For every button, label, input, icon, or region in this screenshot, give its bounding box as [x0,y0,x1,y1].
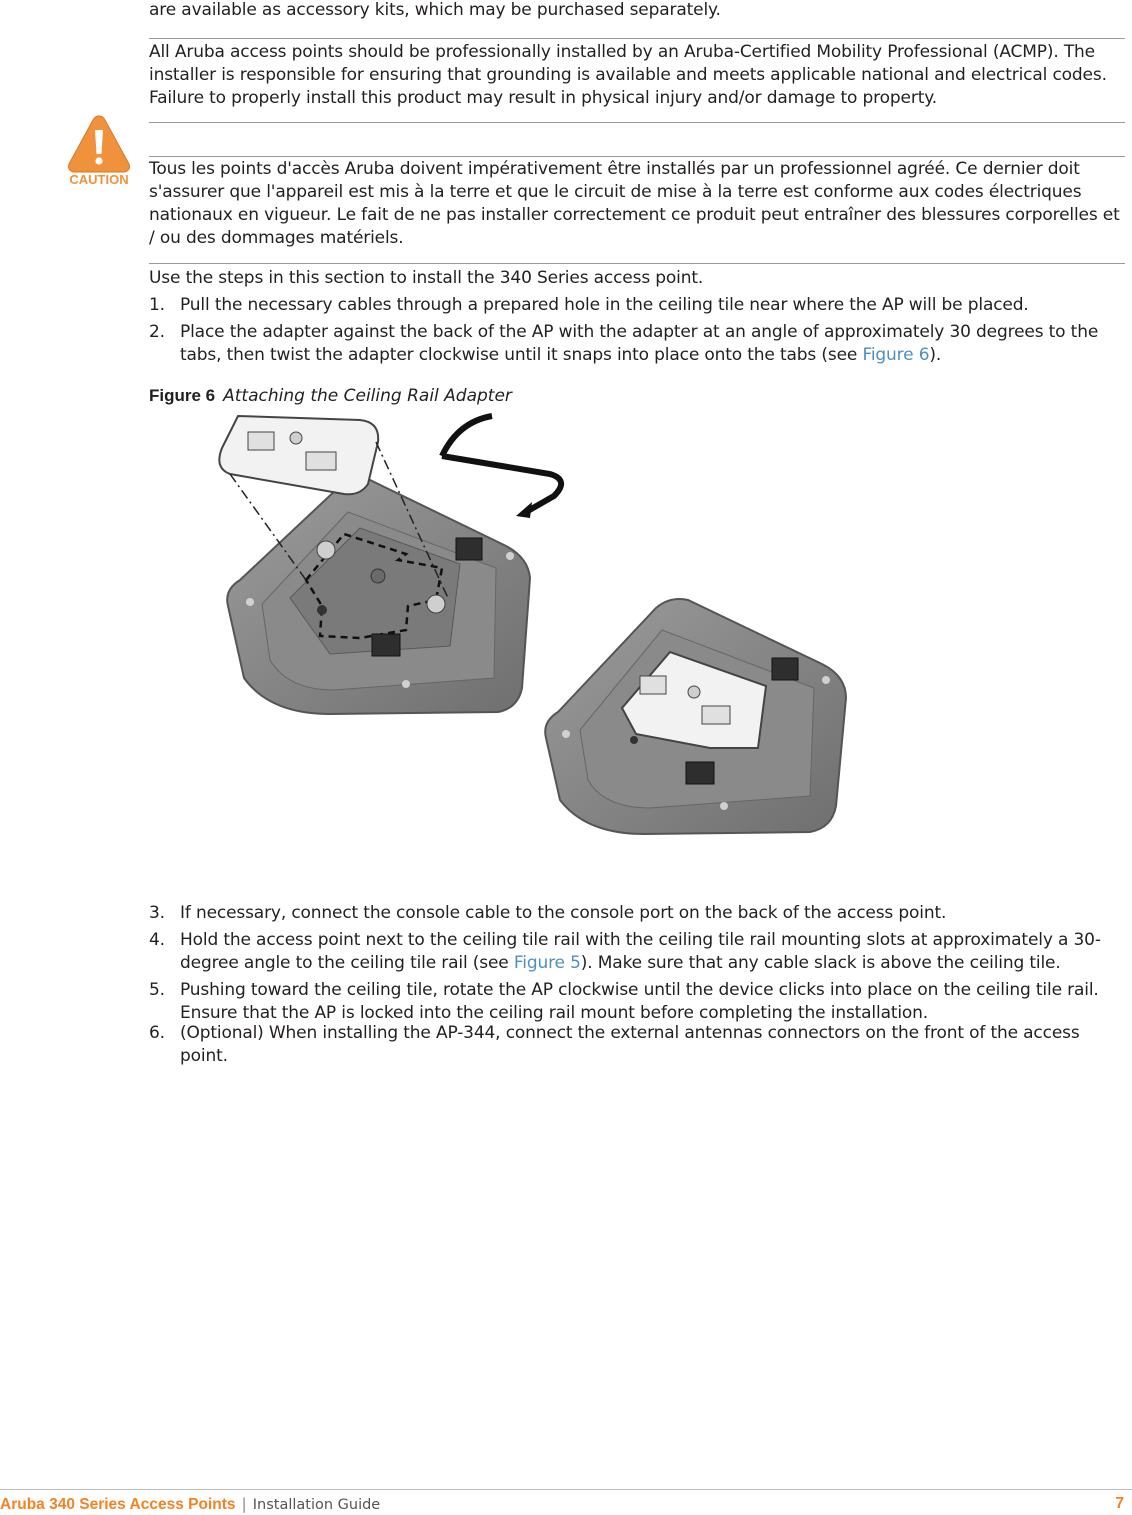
step-5 [149,979,1125,1025]
figure-5-link[interactable]: Figure 5 [513,953,581,973]
step-number: 2. [149,322,165,342]
step-number: 6. [149,1023,165,1043]
steps-intro: Use the steps in this section to install the 340 Series access point. [149,268,704,288]
ceiling-rail-adapter-illustration [210,408,860,840]
step-text-end: ). [929,345,942,365]
caution-middle-rule [149,122,1125,123]
step-text: If necessary, connect the console cable to the console port on the back of the access point. [180,903,947,923]
access-point-left [227,479,530,714]
step-text: (Optional) When installing the AP-344, connect the external antennas connectors on the front of the access point. [180,1023,1080,1066]
step-number: 3. [149,903,165,923]
caution-exclamation-dot [95,157,102,164]
figure-title: Attaching the Ceiling Rail Adapter [223,386,512,406]
caution-french-rule [149,156,1125,157]
page-number: 7 [1115,1495,1124,1512]
step-text: Pushing toward the ceiling tile, rotate the AP clockwise until the device clicks into place on the ceiling tile rail. Ensure that the AP is locked into the ceiling rail mount before completing the installation. [180,980,1099,1023]
rotation-arrow [442,416,561,518]
footer-product: Aruba 340 Series Access Points [0,1496,236,1513]
step-3 [149,902,1125,925]
intro-tail: are available as accessory kits, which may be purchased separately. [149,0,721,20]
footer-separator: | [241,1495,247,1513]
caution-label: CAUTION [69,172,129,187]
step-text: Hold the access point next to the ceiling tile rail with the ceiling tile rail mounting slots at approximately a 30-degree angle to the ceiling tile rail (see [180,930,1101,973]
caution-english-text: All Aruba access points should be professionally installed by an Aruba-Certified Mobility Professional (ACMP). The installer is responsible for ensuring that grounding is available and meets applicable national and electrical codes. Failure to properly install this product may result in physical injury and/or damage to property. [149,42,1107,108]
step-number: 5. [149,980,165,1000]
figure-6-link[interactable]: Figure 6 [862,345,930,365]
access-point-right [545,599,846,834]
caution-top-rule [149,38,1125,39]
caution-french-text: Tous les points d'accès Aruba doivent impérativement être installés par un professionnel agréé. Ce dernier doit s'assurer que l'appareil est mis à la terre et que le circuit de mise à la terre est conforme aux codes électriques nationaux en vigueur. Le fait de ne pas installer correctement ce produit peut entraîner des blessures corporelles et / ou des dommages matériels. [149,159,1120,248]
figure-label: Figure 6 [149,386,216,405]
step-number: 1. [149,295,165,315]
caution-bottom-rule [149,263,1125,264]
page-footer [0,1495,1132,1515]
caution-triangle-icon [64,112,134,188]
step-2 [149,321,1125,367]
ceiling-rail-adapter [219,416,378,494]
step-6 [149,1022,1125,1068]
step-1 [149,294,1125,317]
footer-rule [0,1489,1132,1490]
step-text: Place the adapter against the back of the AP with the adapter at an angle of approximately 30 degrees to the tabs, then twist the adapter clockwise until it snaps into place onto the tabs (see [180,322,1099,365]
step-text-end: ). Make sure that any cable slack is above the ceiling tile. [580,953,1061,973]
step-4 [149,929,1125,975]
footer-guide: Installation Guide [252,1497,381,1513]
step-text: Pull the necessary cables through a prepared hole in the ceiling tile near where the AP will be placed. [180,295,1029,315]
step-number: 4. [149,930,165,950]
figure-caption [149,384,512,408]
